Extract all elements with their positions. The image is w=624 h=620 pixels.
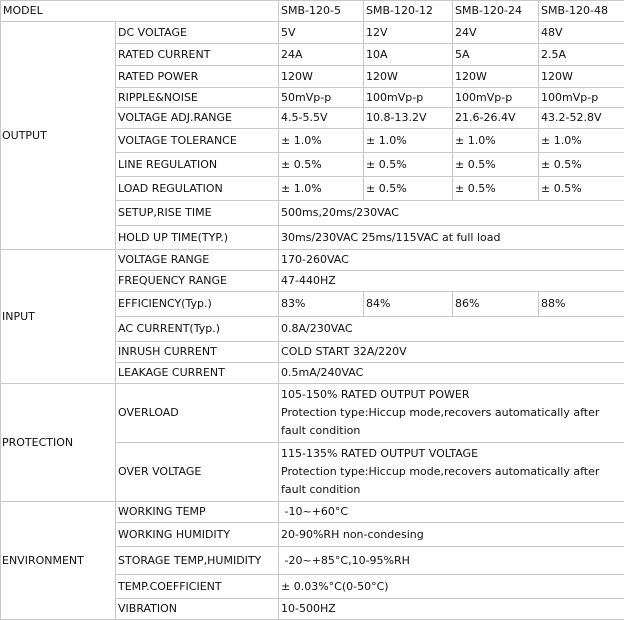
table-row	[1, 22, 624, 44]
cell-value: COLD START 32A/220V	[279, 342, 624, 363]
row-label: LOAD REGULATION	[116, 177, 279, 201]
cell-value: ± 1.0%	[539, 129, 624, 153]
cell-value: 5V	[279, 22, 364, 44]
cell-value: ± 1.0%	[364, 129, 453, 153]
cell-value: 84%	[364, 292, 453, 317]
cell-value: 83%	[279, 292, 364, 317]
cell-value: ± 0.5%	[539, 177, 624, 201]
row-label: RATED CURRENT	[116, 44, 279, 66]
cell-value: ± 0.03%°C(0-50°C)	[279, 575, 624, 599]
cell-value	[279, 384, 624, 443]
row-label: AC CURRENT(Typ.)	[116, 317, 279, 342]
header-row	[1, 1, 624, 22]
cell-value: 47-440HZ	[279, 271, 624, 292]
cell-value: 24V	[453, 22, 539, 44]
cell-value: 100mVp-p	[453, 88, 539, 108]
row-label: LINE REGULATION	[116, 153, 279, 177]
cell-value: ± 0.5%	[453, 177, 539, 201]
row-label: VOLTAGE RANGE	[116, 250, 279, 271]
cell-value	[279, 443, 624, 502]
over-voltage-line1: 115-135% RATED OUTPUT VOLTAGE	[281, 445, 622, 463]
model-name: SMB-120-12	[364, 1, 453, 22]
row-label: LEAKAGE CURRENT	[116, 363, 279, 384]
row-label: VIBRATION	[116, 599, 279, 620]
cell-value: -10~+60°C	[279, 502, 624, 523]
cell-value: 24A	[279, 44, 364, 66]
cell-value: ± 1.0%	[453, 129, 539, 153]
overload-line2: Protection type:Hiccup mode,recovers automatically after fault condition	[281, 404, 622, 440]
cell-value: 2.5A	[539, 44, 624, 66]
model-name: SMB-120-5	[279, 1, 364, 22]
model-name: SMB-120-24	[453, 1, 539, 22]
row-label: INRUSH CURRENT	[116, 342, 279, 363]
row-label: RATED POWER	[116, 66, 279, 88]
cell-value: ± 1.0%	[279, 129, 364, 153]
table-row	[1, 502, 624, 523]
row-label: WORKING HUMIDITY	[116, 523, 279, 547]
cell-value: 170-260VAC	[279, 250, 624, 271]
cell-value: ± 0.5%	[453, 153, 539, 177]
over-voltage-line2: Protection type:Hiccup mode,recovers automatically after fault condition	[281, 463, 622, 499]
cell-value: ± 0.5%	[364, 177, 453, 201]
cell-value: 48V	[539, 22, 624, 44]
row-label: OVER VOLTAGE	[116, 443, 279, 502]
cell-value: ± 0.5%	[279, 153, 364, 177]
cell-value: 10A	[364, 44, 453, 66]
cell-value: 21.6-26.4V	[453, 108, 539, 129]
cell-value: 88%	[539, 292, 624, 317]
cell-value: ± 0.5%	[539, 153, 624, 177]
row-label: HOLD UP TIME(TYP.)	[116, 226, 279, 250]
cell-value: 120W	[453, 66, 539, 88]
cell-value: 5A	[453, 44, 539, 66]
cell-value: 120W	[279, 66, 364, 88]
cell-value: 20-90%RH non-condesing	[279, 523, 624, 547]
group-input: INPUT	[1, 250, 116, 384]
cell-value: ± 0.5%	[364, 153, 453, 177]
cell-value: 86%	[453, 292, 539, 317]
cell-value: 100mVp-p	[539, 88, 624, 108]
row-label: DC VOLTAGE	[116, 22, 279, 44]
cell-value: -20~+85°C,10-95%RH	[279, 547, 624, 575]
row-label: TEMP.COEFFICIENT	[116, 575, 279, 599]
cell-value: ± 1.0%	[279, 177, 364, 201]
group-environment: ENVIRONMENT	[1, 502, 116, 620]
model-name: SMB-120-48	[539, 1, 624, 22]
cell-value: 12V	[364, 22, 453, 44]
cell-value: 4.5-5.5V	[279, 108, 364, 129]
row-label: STORAGE TEMP,HUMIDITY	[116, 547, 279, 575]
cell-value: 500ms,20ms/230VAC	[279, 201, 624, 226]
cell-value: 120W	[539, 66, 624, 88]
cell-value: 100mVp-p	[364, 88, 453, 108]
row-label: OVERLOAD	[116, 384, 279, 443]
cell-value: 30ms/230VAC 25ms/115VAC at full load	[279, 226, 624, 250]
cell-value: 10-500HZ	[279, 599, 624, 620]
row-label: EFFICIENCY(Typ.)	[116, 292, 279, 317]
cell-value: 50mVp-p	[279, 88, 364, 108]
row-label: FREQUENCY RANGE	[116, 271, 279, 292]
group-protection: PROTECTION	[1, 384, 116, 502]
table-row	[1, 250, 624, 271]
cell-value: 0.8A/230VAC	[279, 317, 624, 342]
row-label: VOLTAGE TOLERANCE	[116, 129, 279, 153]
group-output: OUTPUT	[1, 22, 116, 250]
overload-line1: 105-150% RATED OUTPUT POWER	[281, 386, 622, 404]
row-label: SETUP,RISE TIME	[116, 201, 279, 226]
cell-value: 0.5mA/240VAC	[279, 363, 624, 384]
model-label: MODEL	[1, 1, 279, 22]
row-label: WORKING TEMP	[116, 502, 279, 523]
table-row	[1, 384, 624, 443]
row-label: RIPPLE&NOISE	[116, 88, 279, 108]
cell-value: 120W	[364, 66, 453, 88]
row-label: VOLTAGE ADJ.RANGE	[116, 108, 279, 129]
cell-value: 43.2-52.8V	[539, 108, 624, 129]
cell-value: 10.8-13.2V	[364, 108, 453, 129]
